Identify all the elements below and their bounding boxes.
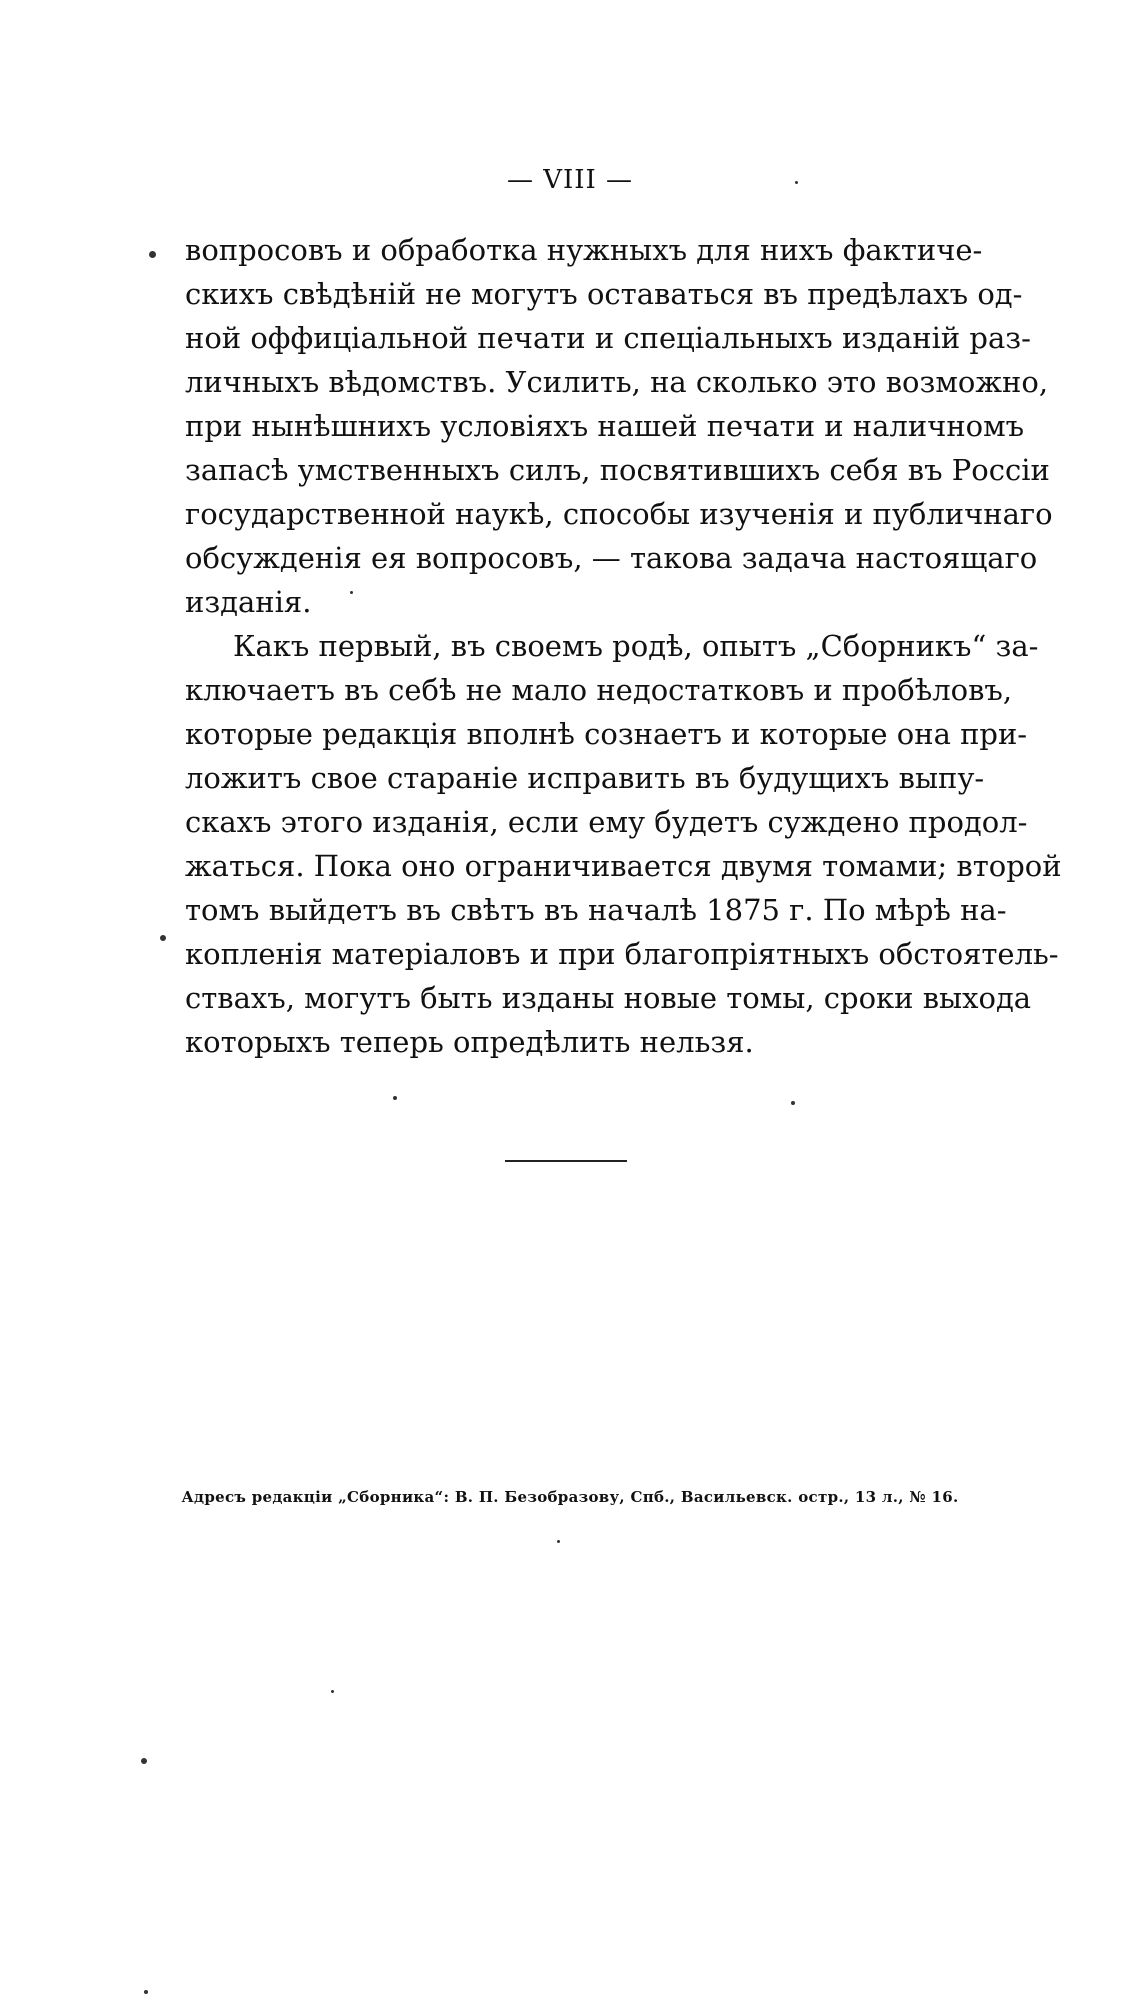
paragraph-2 <box>185 624 1062 1064</box>
text-line: копленія матеріаловъ и при благопріятныхъ обстоятель- <box>185 937 1059 971</box>
scan-speck <box>795 181 798 184</box>
text-line: обсужденія ея вопросовъ, — такова задача настоящаго <box>185 541 1038 575</box>
text-line: при нынѣшнихъ условіяхъ нашей печати и наличномъ <box>185 409 1025 443</box>
scan-speck <box>557 1540 560 1543</box>
text-line: запасѣ умственныхъ силъ, посвятившихъ себя въ Россіи <box>185 453 1050 487</box>
text-line: жаться. Пока оно ограничивается двумя томами; второй <box>185 849 1062 883</box>
page-number: — VIII — <box>506 165 634 195</box>
text-line: государственной наукѣ, способы изученія и публичнаго <box>185 497 1053 531</box>
text-line: томъ выйдетъ въ свѣтъ въ началѣ 1875 г. По мѣрѣ на- <box>185 893 1007 927</box>
text-line: которые редакція вполнѣ сознаетъ и которые она при- <box>185 717 1028 751</box>
scan-speck <box>393 1096 397 1100</box>
scan-speck <box>141 1758 147 1764</box>
scan-speck <box>144 1990 148 1994</box>
text-line: изданія. <box>185 585 312 619</box>
text-line: ствахъ, могутъ быть изданы новые томы, сроки выхода <box>185 981 1032 1015</box>
text-line: Какъ первый, въ своемъ родѣ, опытъ „Сборникъ“ за- <box>233 629 1039 663</box>
scan-speck <box>331 1690 334 1693</box>
footer-address: Адресъ редакціи „Сборника“: В. П. Безобразову, Спб., Васильевск. остр., 13 л., № 16. <box>181 1488 959 1506</box>
text-line: ной оффиціальной печати и спеціальныхъ изданій раз- <box>185 321 1031 355</box>
section-divider <box>505 1160 627 1162</box>
body-text <box>185 228 1062 1064</box>
text-line: вопросовъ и обработка нужныхъ для нихъ фактиче- <box>185 233 983 267</box>
scan-speck <box>160 935 166 941</box>
text-line: ключаетъ въ себѣ не мало недостатковъ и пробѣловъ, <box>185 673 1013 707</box>
scan-speck <box>350 591 353 594</box>
scan-speck <box>149 251 156 258</box>
scan-speck <box>791 1101 795 1105</box>
text-line: ложитъ свое стараніе исправить въ будущихъ выпу- <box>185 761 985 795</box>
text-line: которыхъ теперь опредѣлить нельзя. <box>185 1025 754 1059</box>
paragraph-1 <box>185 228 1053 624</box>
text-line: скихъ свѣдѣній не могутъ оставаться въ предѣлахъ од- <box>185 277 1023 311</box>
text-line: скахъ этого изданія, если ему будетъ суждено продол- <box>185 805 1028 839</box>
text-line: личныхъ вѣдомствъ. Усилить, на сколько это возможно, <box>185 365 1049 399</box>
